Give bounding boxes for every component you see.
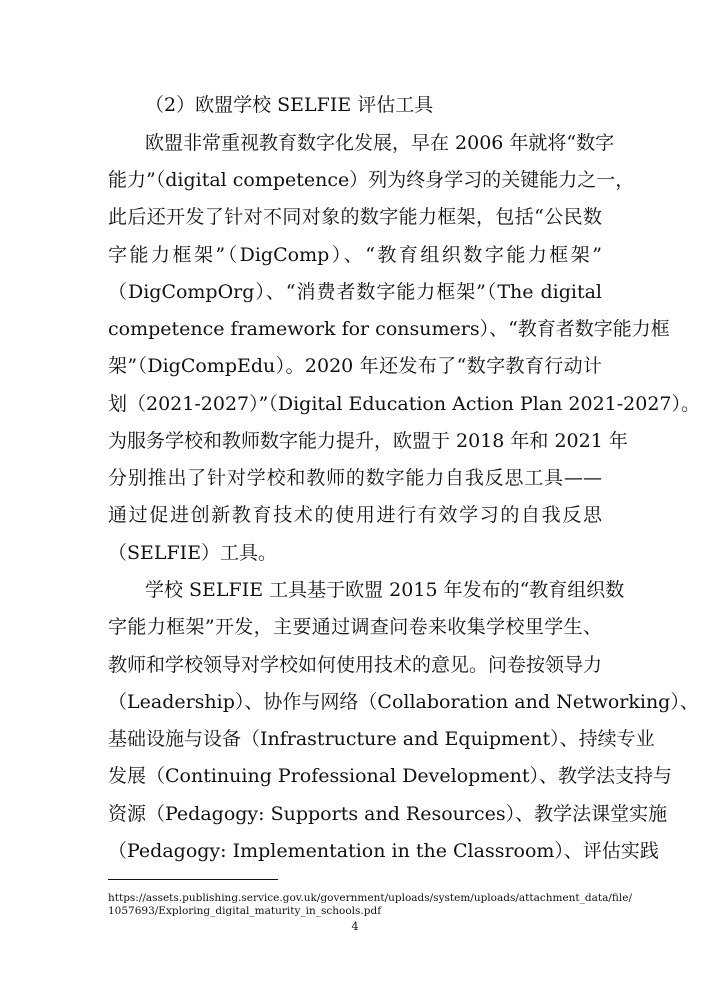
paragraph-1-line-3: 此后还开发了针对不同对象的数字能力框架，包括“公民数: [108, 206, 602, 228]
footnote-divider: [108, 879, 278, 880]
paragraph-2-line-5: 基础设施与设备（Infrastructure and Equipment）、持续专业: [108, 728, 655, 750]
paragraph-2-line-7: 资源（Pedagogy: Supports and Resources）、教学法课堂实施: [108, 803, 668, 825]
paragraph-2-line-6: 发展（Continuing Professional Development）、教学法支持与: [108, 765, 672, 787]
paragraph-1-line-12: （SELFIE）工具。: [108, 542, 278, 564]
paragraph-1-line-8: 划（2021-2027）”（Digital Education Action Plan 2021-2027）。: [108, 393, 701, 415]
paragraph-1-line-10: 分别推出了针对学校和教师的数字能力自我反思工具——: [108, 467, 602, 489]
footnote-url-line-1: https://assets.publishing.service.gov.uk/government/uploads/system/uploads/attachment_data/file/: [108, 892, 633, 904]
paragraph-1-line-9: 为服务学校和教师数字能力提升，欧盟于 2018 年和 2021 年: [108, 430, 628, 452]
paragraph-1-line-6: competence framework for consumers）、“教育者数字能力框: [108, 318, 670, 340]
paragraph-2-line-3: 教师和学校领导对学校如何使用技术的意见。问卷按领导力: [108, 654, 603, 676]
section-heading: （2）欧盟学校 SELFIE 评估工具: [145, 94, 434, 116]
paragraph-1-line-1: 欧盟非常重视教育数字化发展，早在 2006 年就将“数字: [145, 132, 615, 154]
paragraph-1-line-5: （DigCompOrg）、“消费者数字能力框架”（The digital: [108, 281, 602, 303]
paragraph-2-line-2: 字能力框架”开发，主要通过调查问卷来收集学校里学生、: [108, 616, 602, 638]
paragraph-1-line-2: 能力”（digital competence）列为终身学习的关键能力之一，: [108, 169, 635, 191]
paragraph-2-line-4: （Leadership）、协作与网络（Collaboration and Networking）、: [108, 691, 699, 713]
footnote-url-line-2: 1057693/Exploring_digital_maturity_in_schools.pdf: [108, 905, 382, 917]
paragraph-2-line-8: （Pedagogy: Implementation in the Classroom）、评估实践: [108, 840, 659, 862]
page-number: 4: [351, 920, 359, 933]
paragraph-1-line-7: 架”（DigCompEdu）。2020 年还发布了“数字教育行动计: [108, 355, 602, 377]
paragraph-1-line-4: 字能力框架”（DigComp）、“教育组织数字能力框架”: [108, 244, 602, 266]
paragraph-2-line-1: 学校 SELFIE 工具基于欧盟 2015 年发布的“教育组织数: [145, 579, 625, 601]
paragraph-1-line-11: 通过促进创新教育技术的使用进行有效学习的自我反思: [108, 504, 602, 526]
